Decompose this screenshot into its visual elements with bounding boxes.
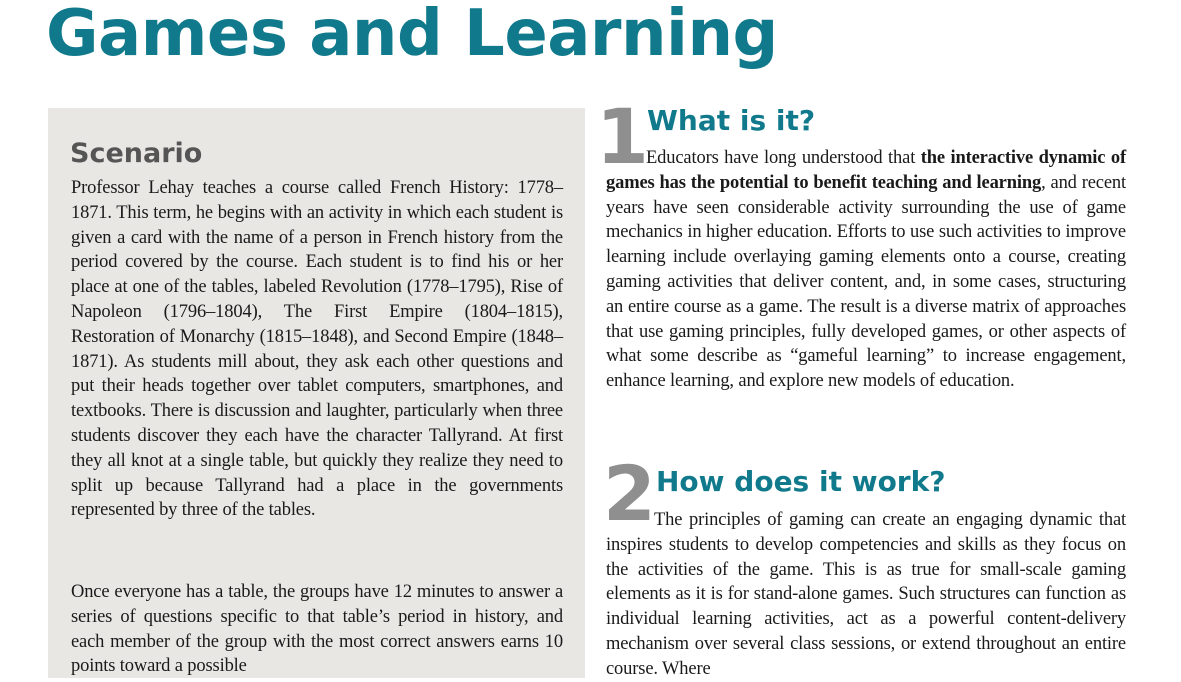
section-1-text-end: , and recent years have seen considerable activity surrounding the use of game mechanics in higher education. Efforts to use such activities to improve learning include overlaying gaming elements onto a course, creating gaming activities that deliver content, and, in some cases, structuring an entire course as a game. The result is a diverse matrix of approaches that use gaming principles, fully developed games, or other aspects of what some describe as “gameful learning” to increase engagement, enhance learning, and explore new models of education.: [606, 172, 1126, 392]
section-2-paragraph: [606, 508, 1126, 682]
section-heading-what-is-it: What is it?: [647, 104, 816, 137]
section-heading-how-does-it-work: How does it work?: [656, 465, 946, 498]
scenario-paragraph-1: Professor Lehay teaches a course called French History: 1778–1871. This term, he begins with an activity in which each student is given a card with the name of a person in French history from the period covered by the course. Each student is to find his or her place at one of the tables, labeled Revolution (1778–1795), Rise of Napoleon (1796–1804), The First Empire (1804–1815), Restoration of Monarchy (1815–1848), and Second Empire (1848–1871). As students mill about, they ask each other questions and put their heads together over tablet computers, smartphones, and textbooks. There is discussion and laughter, particularly when three students discover they each have the character Tallyrand. At first they all knot at a single table, but quickly they realize they need to split up because Tallyrand had a place in the governments represented by three of the tables.: [71, 178, 563, 521]
section-1-text-start: Educators have long understood that: [646, 148, 921, 168]
section-number-1: 1: [596, 92, 649, 181]
section-1-paragraph: [606, 146, 1126, 394]
section-number-2: 2: [603, 449, 656, 538]
page-title: Games and Learning: [46, 0, 778, 71]
scenario-paragraph-2: Once everyone has a table, the groups have 12 minutes to answer a series of questions specific to that table’s period in history, and each member of the group with the most correct answers earns 10 points toward a possible: [71, 582, 563, 677]
section-2-text: The principles of gaming can create an engaging dynamic that inspires students to develop competencies and skills as they focus on the activities of the game. This is as true for small-scale gaming elements as it is for stand-alone games. Such structures can function as individual learning activities, act as a powerful content-delivery mechanism over several class sessions, or extend throughout an entire course. Where: [606, 510, 1126, 679]
section-1-bold-text: the interactive dynamic of games has the potential to benefit teaching and learning: [606, 148, 1126, 193]
scenario-heading: Scenario: [70, 138, 203, 169]
